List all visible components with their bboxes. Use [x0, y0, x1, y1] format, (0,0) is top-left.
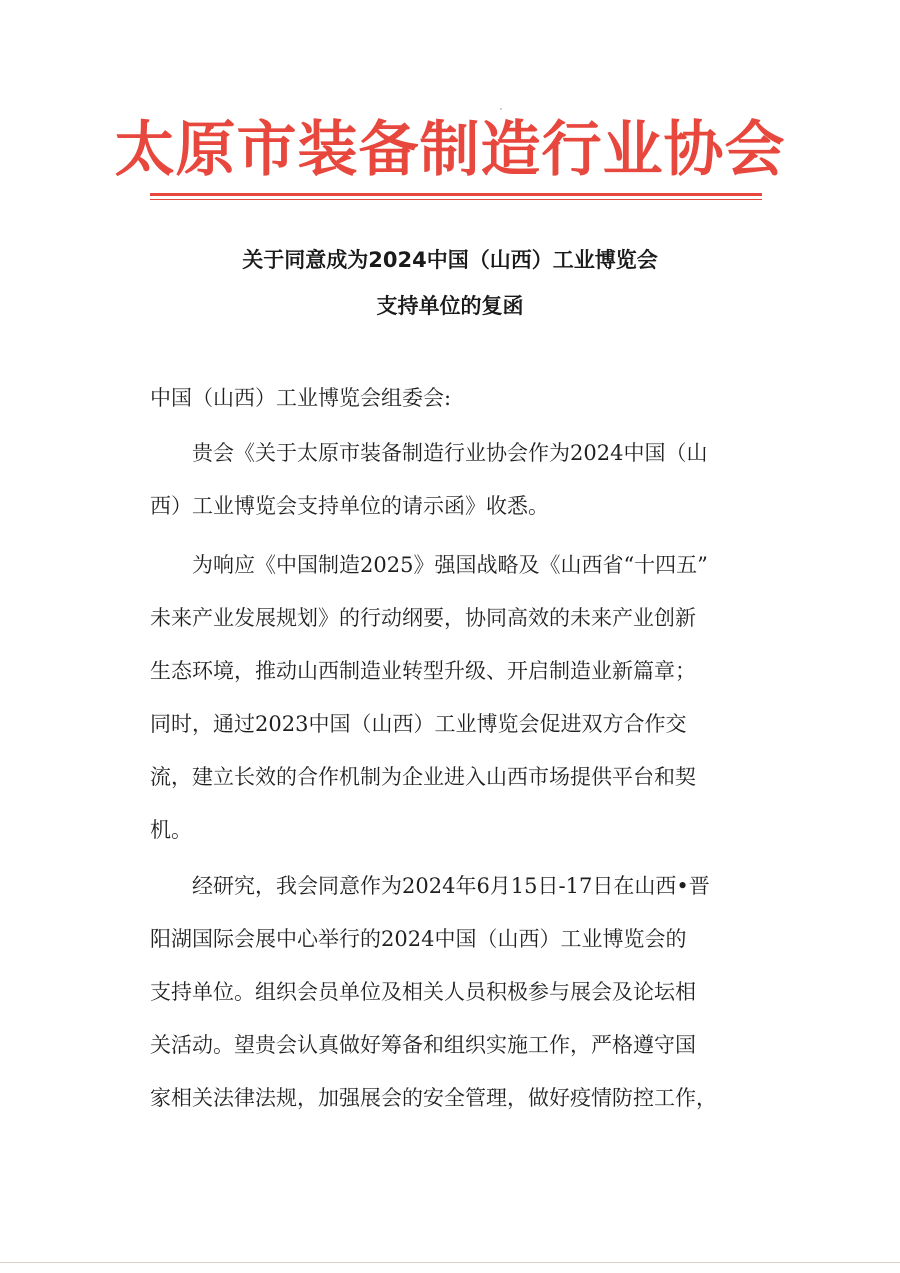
- document-title-line-1: 关于同意成为2024中国（山西）工业博览会: [242, 248, 658, 272]
- letterhead-red-rule-thick: [150, 193, 762, 196]
- letterhead-red-rule-thin: [150, 199, 762, 200]
- document-title-line-2: 支持单位的复函: [376, 294, 524, 318]
- body-line: 阳湖国际会展中心举行的2024中国（山西）工业博览会的: [150, 927, 687, 951]
- scan-speck: [500, 108, 502, 110]
- body-line: 家相关法律法规，加强展会的安全管理，做好疫情防控工作，: [150, 1086, 717, 1110]
- body-line: 机。: [150, 818, 192, 842]
- body-line: 贵会《关于太原市装备制造行业协会作为2024中国（山: [150, 441, 708, 465]
- body-line: 未来产业发展规划》的行动纲要，协同高效的未来产业创新: [150, 606, 696, 630]
- salutation: 中国（山西）工业博览会组委会:: [150, 386, 452, 410]
- body-line: 为响应《中国制造2025》强国战略及《山西省“十四五”: [150, 553, 708, 577]
- body-line: 经研究，我会同意作为2024年6月15日-17日在山西•晋: [150, 874, 710, 898]
- body-line: 同时，通过2023中国（山西）工业博览会促进双方合作交: [150, 712, 687, 736]
- letterhead-org-name: 太原市装备制造行业协会: [114, 115, 786, 185]
- body-line: 西）工业博览会支持单位的请示函》收悉。: [150, 494, 549, 518]
- page-bottom-edge: [0, 1262, 900, 1263]
- body-line: 生态环境，推动山西制造业转型升级、开启制造业新篇章；: [150, 659, 696, 683]
- body-line: 支持单位。组织会员单位及相关人员积极参与展会及论坛相: [150, 980, 696, 1004]
- body-line: 关活动。望贵会认真做好筹备和组织实施工作，严格遵守国: [150, 1033, 696, 1057]
- body-line: 流，建立长效的合作机制为企业进入山西市场提供平台和契: [150, 765, 696, 789]
